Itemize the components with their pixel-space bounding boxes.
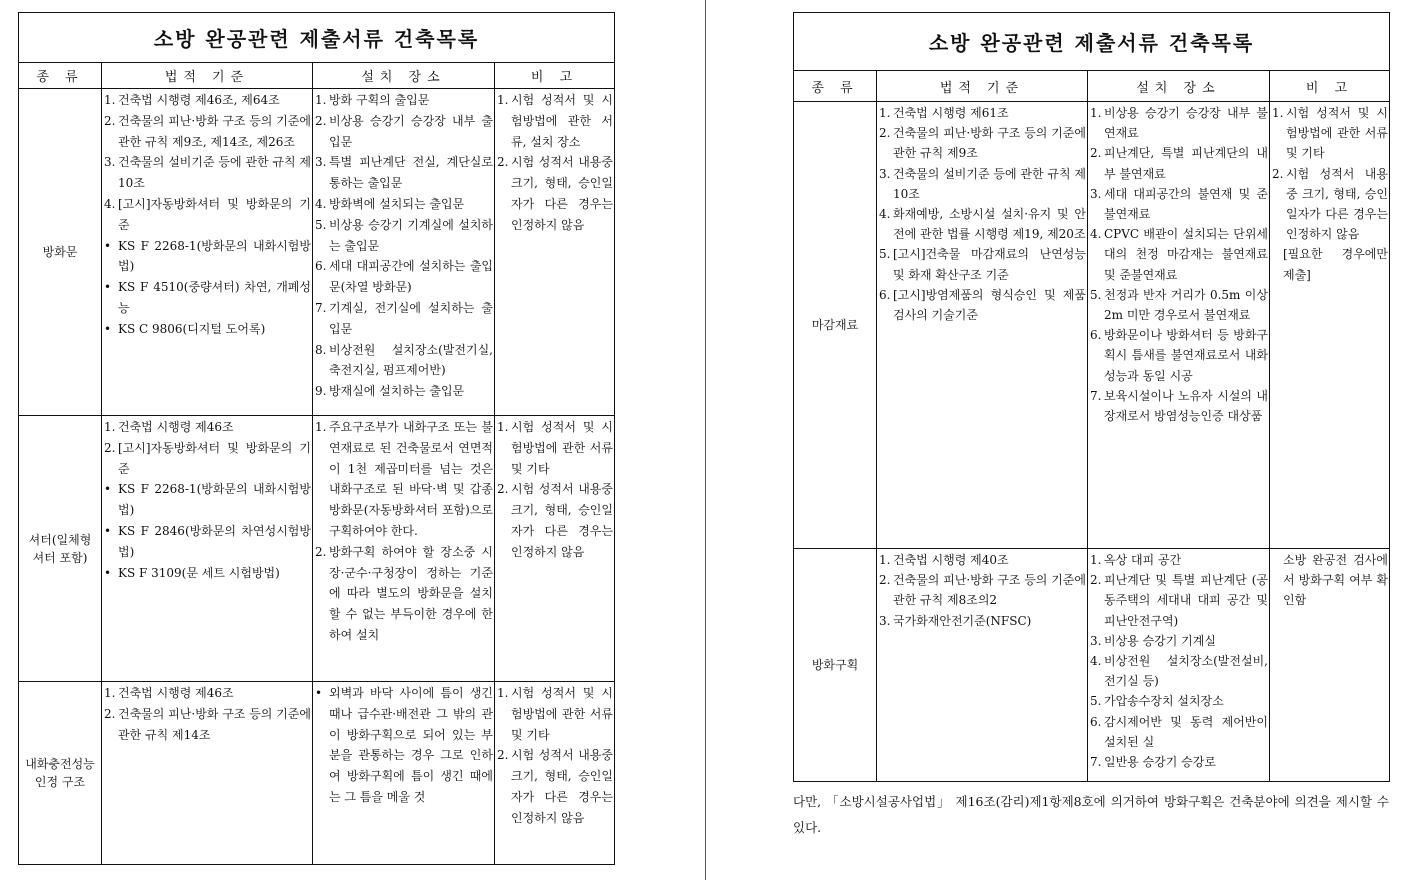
list-marker: 2. — [879, 573, 891, 588]
list-text: 건축법 시행령 제61조 — [893, 106, 1009, 120]
list-marker: 5. — [879, 247, 891, 262]
list-text: 감시제어반 및 동력 제어반이 설치된 실 — [1104, 714, 1268, 749]
list-text: 건축법 시행령 제46조, 제64조 — [118, 93, 280, 107]
list-item — [496, 683, 613, 745]
list-text: 소방 완공전 검사에서 방화구획 여부 확인함 — [1283, 553, 1388, 608]
list-marker: 2. — [1272, 166, 1284, 181]
list-text: 건축물의 설비기준 등에 관한 규칙 제10조 — [118, 155, 311, 191]
list-text: 방화 구획의 출입문 — [329, 93, 430, 107]
category-label: 내화충전성능 인정 구조 — [19, 682, 102, 865]
header-type: 종 류 — [19, 63, 102, 89]
list-text: 시험 성적서 내용중 크기, 형태, 승인일자가 다른 경우는 인정하지 않음 — [511, 748, 613, 825]
list-item — [103, 111, 311, 153]
list-item — [103, 90, 311, 111]
location-list — [313, 682, 494, 808]
list-marker: 1. — [497, 93, 509, 107]
list-marker: 2. — [1090, 146, 1102, 161]
list-marker: 6. — [315, 259, 327, 274]
category-label: 방화문 — [19, 89, 102, 416]
list-text: 건축법 시행령 제46조 — [118, 686, 234, 700]
list-item — [314, 683, 493, 808]
list-marker: 7. — [315, 300, 327, 315]
list-text: KS F 4510(중량셔터) 차연, 개폐성능 — [118, 280, 311, 315]
remark-list — [495, 682, 614, 829]
list-text: KS F 3109(문 세트 시험방법) — [118, 565, 280, 580]
legal-list — [102, 416, 312, 583]
header-install-location: 설치 장소 — [1088, 71, 1270, 102]
list-marker: 3. — [879, 613, 891, 628]
list-item — [496, 745, 613, 828]
page-divider — [705, 0, 706, 880]
list-text: 세대 대피공간의 불연재 및 준불연재료 — [1104, 186, 1268, 222]
list-item — [103, 479, 311, 521]
list-text: 일반용 승강기 승강로 — [1104, 755, 1216, 770]
list-marker: 1. — [104, 420, 116, 434]
list-marker: 5. — [1090, 287, 1102, 302]
list-item — [314, 111, 493, 153]
list-text: 시험 성적서 내용중 크기, 형태, 승인일자가 다른 경우는 인정하지 않음 — [511, 482, 613, 559]
list-text: [고시]자동방화셔터 및 방화문의 기준 — [118, 440, 311, 476]
header-legal-standard: 법적 기준 — [877, 71, 1088, 102]
page-title: 소방 완공관련 제출서류 건축목록 — [19, 13, 615, 63]
list-text: 방화벽에 설치되는 출입문 — [329, 196, 465, 211]
list-text: [필요한 경우에만 제출] — [1283, 247, 1388, 282]
list-marker: 2. — [1090, 573, 1102, 588]
list-text: 방화구획 하여야 할 장소중 시장·군수·구청장이 정하는 기준에 따라 별도의 방화문을 설치할 수 없는 부득이한 경우에 한하여 설치 — [329, 544, 493, 642]
list-marker: 2. — [104, 440, 116, 455]
legal-list — [877, 549, 1087, 631]
list-item — [878, 123, 1086, 163]
list-marker: • — [104, 321, 112, 336]
list-marker: 6. — [879, 287, 891, 302]
list-marker: • — [104, 523, 112, 538]
list-item — [1089, 712, 1268, 752]
list-marker: 2. — [104, 706, 116, 721]
list-text: 건축법 시행령 제40조 — [893, 553, 1009, 567]
list-item — [1089, 631, 1268, 651]
list-item — [103, 417, 311, 438]
list-item — [103, 194, 311, 236]
list-marker: 1. — [1272, 106, 1284, 120]
list-item — [103, 438, 311, 480]
header-type: 종 류 — [794, 71, 877, 102]
list-text: 건축물의 피난·방화 구조 등의 기준에 관한 규칙 제14조 — [118, 706, 311, 742]
list-item — [103, 236, 311, 278]
list-text: 비상용 승강기 승강장 내부 출입문 — [329, 113, 493, 149]
list-item — [1089, 386, 1268, 426]
list-marker: 5. — [1090, 694, 1102, 709]
list-text: [고시]건축물 마감재료의 난연성능 및 화재 확산구조 기준 — [893, 247, 1086, 282]
list-item — [1089, 570, 1268, 631]
list-item — [1089, 103, 1268, 143]
list-text: 방재실에 설치하는 출입문 — [329, 384, 465, 399]
list-text: KS C 9806(디지털 도어록) — [118, 321, 266, 336]
list-marker: 7. — [1090, 388, 1102, 403]
header-remarks: 비 고 — [1270, 71, 1390, 102]
list-text: 비상전원 설치장소(발전설비, 전기실 등) — [1104, 654, 1268, 689]
list-text: KS F 2268-1(방화문의 내화시험방법) — [118, 482, 311, 518]
list-item — [103, 319, 311, 340]
list-marker: 3. — [1090, 186, 1102, 201]
list-text: 시험 성적서 및 시험방법에 관한 서류 및 기타 — [511, 420, 613, 476]
list-text: 건축물의 설비기준 등에 관한 규칙 제10조 — [893, 166, 1086, 201]
list-item — [103, 683, 311, 704]
list-text: 시험 성적서 및 시험방법에 관한 서류 및 기타 — [511, 686, 613, 742]
list-text: 시험 성적서 및 시험방법에 관한 서류, 설치 장소 — [511, 93, 613, 149]
list-item — [1271, 103, 1388, 164]
list-text: 천정과 반자 거리가 0.5m 이상 2m 미만 경우로서 불연재료 — [1104, 287, 1268, 323]
list-text: KS F 2846(방화문의 차연성시험방법) — [118, 523, 311, 559]
list-text: 외벽과 바닥 사이에 틈이 생긴 때나 급수관·배전관 그 밖의 관이 방화구획으로 되어 있는 부분을 관통하는 경우 그로 인하여 방화구획에 틈이 생긴 때에는 그 틈을 메울 것 — [329, 686, 493, 804]
list-marker: 1. — [104, 686, 116, 700]
list-marker: 3. — [104, 155, 116, 170]
list-item — [1271, 550, 1388, 611]
list-text: 주요구조부가 내화구조 또는 불연재료로 된 건축물로서 연면적이 1천 제곱미터를 넘는 것은 내화구조로 된 바닥·벽 및 갑종방화문(자동방화셔터 포함)으로 구획하여야 한다. — [329, 420, 493, 538]
location-list — [1088, 549, 1269, 772]
legal-list — [102, 682, 312, 745]
list-text: 방화문이나 방화셔터 등 방화구획시 틈새를 불연재료로서 내화성능과 동일 시공 — [1104, 328, 1268, 383]
header-legal-standard: 법적 기준 — [102, 63, 313, 89]
remark-list — [1270, 549, 1389, 611]
list-text: 건축법 시행령 제46조 — [118, 420, 234, 434]
remark-list — [1270, 102, 1389, 285]
list-text: 피난계단 및 특별 피난계단 (공동주택의 세대내 대피 공간 및 피난안전구역) — [1104, 573, 1268, 628]
list-text: 기계실, 전기실에 설치하는 출입문 — [329, 300, 493, 336]
list-item — [878, 244, 1086, 284]
list-marker: 1. — [879, 106, 891, 120]
list-marker: 1. — [497, 686, 509, 700]
left-page-table — [18, 12, 615, 865]
list-text: KS F 2268-1(방화문의 내화시험방법) — [118, 238, 311, 274]
list-item — [103, 152, 311, 194]
table-row — [794, 102, 1390, 549]
list-text: 보육시설이나 노유자 시설의 내장재로서 방염성능인증 대상품 — [1104, 388, 1268, 424]
list-marker: • — [104, 565, 112, 580]
list-marker: • — [315, 686, 323, 700]
list-marker: 2. — [315, 113, 327, 128]
list-item — [314, 340, 493, 382]
list-marker: 4. — [1090, 654, 1102, 669]
list-text: 건축물의 피난·방화 구조 등의 기준에 관한 규칙 제9조 — [893, 126, 1086, 161]
list-item — [1089, 550, 1268, 570]
list-marker: 6. — [1090, 328, 1102, 343]
list-item — [1271, 244, 1388, 284]
table-row — [19, 89, 615, 416]
category-label: 마감재료 — [794, 102, 877, 549]
list-item — [103, 563, 311, 584]
list-item — [1089, 325, 1268, 386]
list-item — [103, 277, 311, 319]
remark-list — [495, 416, 614, 563]
list-item — [1089, 224, 1268, 285]
category-label: 방화구획 — [794, 549, 877, 782]
list-marker: 2. — [879, 126, 891, 141]
list-item — [878, 204, 1086, 244]
category-label: 셔터(일체형 셔터 포함) — [19, 416, 102, 682]
right-page-table — [793, 12, 1390, 782]
list-item — [314, 256, 493, 298]
list-item — [314, 542, 493, 646]
list-item — [878, 570, 1086, 610]
list-marker: 2. — [497, 155, 509, 170]
list-item — [314, 152, 493, 194]
location-list — [313, 416, 494, 646]
list-text: 비상용 승강기 승강장 내부 불연재료 — [1104, 106, 1268, 141]
list-text: 특별 피난계단 전실, 계단실로 통하는 출입문 — [329, 155, 493, 191]
list-text: 시험 성적서 내용중 크기, 형태, 승인일자가 다른 경우는 인정하지 않음 — [511, 155, 613, 232]
page-title: 소방 완공관련 제출서류 건축목록 — [794, 13, 1390, 71]
list-marker: 2. — [497, 748, 509, 763]
header-install-location: 설치 장소 — [313, 63, 495, 89]
list-text: 가압송수장치 설치장소 — [1104, 694, 1224, 709]
list-marker: 1. — [315, 420, 327, 434]
list-marker: 1. — [1090, 106, 1102, 120]
list-text: 세대 대피공간에 설치하는 출입문(차열 방화문) — [329, 259, 493, 295]
location-list — [313, 89, 494, 402]
list-item — [496, 90, 613, 152]
list-marker: • — [104, 482, 112, 497]
legal-list — [102, 89, 312, 340]
list-marker: 2. — [497, 482, 509, 497]
list-text: 비상용 승강기 기계실에 설치하는 출입문 — [329, 217, 493, 253]
list-item — [314, 298, 493, 340]
list-item — [314, 417, 493, 542]
footnote: 다만, 「소방시설공사업법」 제16조(감리)제1항제8호에 의거하여 방화구획은 건축분야에 의견을 제시할 수 있다. — [793, 794, 1389, 835]
list-marker: 1. — [1090, 553, 1102, 567]
list-marker: 8. — [315, 342, 327, 357]
list-item — [1089, 752, 1268, 772]
list-text: 비상전원 설치장소(발전기실, 축전지실, 펌프제어반) — [329, 342, 493, 378]
list-text: 건축물의 피난·방화 구조 등의 기준에 관한 규칙 제9조, 제14조, 제26조 — [118, 113, 311, 149]
list-marker: 4. — [879, 207, 891, 222]
list-item — [496, 152, 613, 235]
list-item — [1089, 691, 1268, 711]
location-list — [1088, 102, 1269, 426]
list-text: 비상용 승강기 기계실 — [1104, 633, 1216, 648]
list-text: 피난계단, 특별 피난계단의 내부 불연재료 — [1104, 146, 1268, 181]
list-item — [314, 194, 493, 215]
list-item — [878, 611, 1086, 631]
list-marker: 3. — [315, 155, 327, 170]
list-item — [1089, 184, 1268, 224]
list-marker: 1. — [879, 553, 891, 567]
list-marker: 7. — [1090, 755, 1102, 770]
list-marker: 3. — [1090, 633, 1102, 648]
list-marker: 5. — [315, 217, 327, 232]
list-marker: 6. — [1090, 714, 1102, 729]
table-row — [19, 682, 615, 865]
list-marker: 4. — [104, 196, 116, 211]
list-item — [496, 417, 613, 479]
list-marker: 2. — [315, 544, 327, 559]
list-item — [1089, 285, 1268, 325]
list-marker: 1. — [497, 420, 509, 434]
list-marker: • — [104, 238, 112, 253]
list-text: 시험 성적서 및 시험방법에 관한 서류 및 기타 — [1286, 106, 1388, 161]
list-marker: 4. — [1090, 227, 1102, 242]
list-text: 화재예방, 소방시설 설치·유지 및 안전에 관한 법률 시행령 제19, 제20조 — [893, 207, 1086, 242]
list-text: [고시]자동방화셔터 및 방화문의 기준 — [118, 196, 311, 232]
list-marker: • — [104, 280, 112, 295]
list-item — [1089, 651, 1268, 691]
list-item — [103, 704, 311, 746]
list-marker: 4. — [315, 196, 327, 211]
list-item — [314, 90, 493, 111]
list-marker: 1. — [104, 93, 116, 107]
list-item — [496, 479, 613, 562]
list-text: 건축물의 피난·방화 구조 등의 기준에 관한 규칙 제8조의2 — [893, 573, 1086, 608]
list-text: [고시]방염제품의 형식승인 및 제품검사의 기술기준 — [893, 287, 1086, 323]
table-row — [794, 549, 1390, 782]
list-item — [878, 550, 1086, 570]
legal-list — [877, 102, 1087, 325]
list-text: CPVC 배관이 설치되는 단위세대의 천정 마감재는 불연재료 및 준불연재료 — [1104, 227, 1268, 282]
list-text: 시험 성적서 내용 중 크기, 형태, 승인일자가 다른 경우는 인정하지 않음 — [1286, 166, 1388, 242]
header-remarks: 비 고 — [495, 63, 615, 89]
list-text: 옥상 대피 공간 — [1104, 553, 1182, 567]
list-item — [314, 381, 493, 402]
list-marker: 2. — [104, 113, 116, 128]
list-item — [1271, 164, 1388, 245]
remark-list — [495, 89, 614, 236]
list-item — [878, 164, 1086, 204]
list-item — [314, 215, 493, 257]
list-marker: 3. — [879, 166, 891, 181]
list-item — [878, 285, 1086, 325]
table-row — [19, 416, 615, 682]
list-text: 국가화재안전기준(NFSC) — [893, 613, 1032, 628]
list-item — [103, 521, 311, 563]
list-marker: 1. — [315, 93, 327, 107]
list-item — [878, 103, 1086, 123]
list-item — [1089, 143, 1268, 183]
list-marker: 9. — [315, 384, 327, 399]
